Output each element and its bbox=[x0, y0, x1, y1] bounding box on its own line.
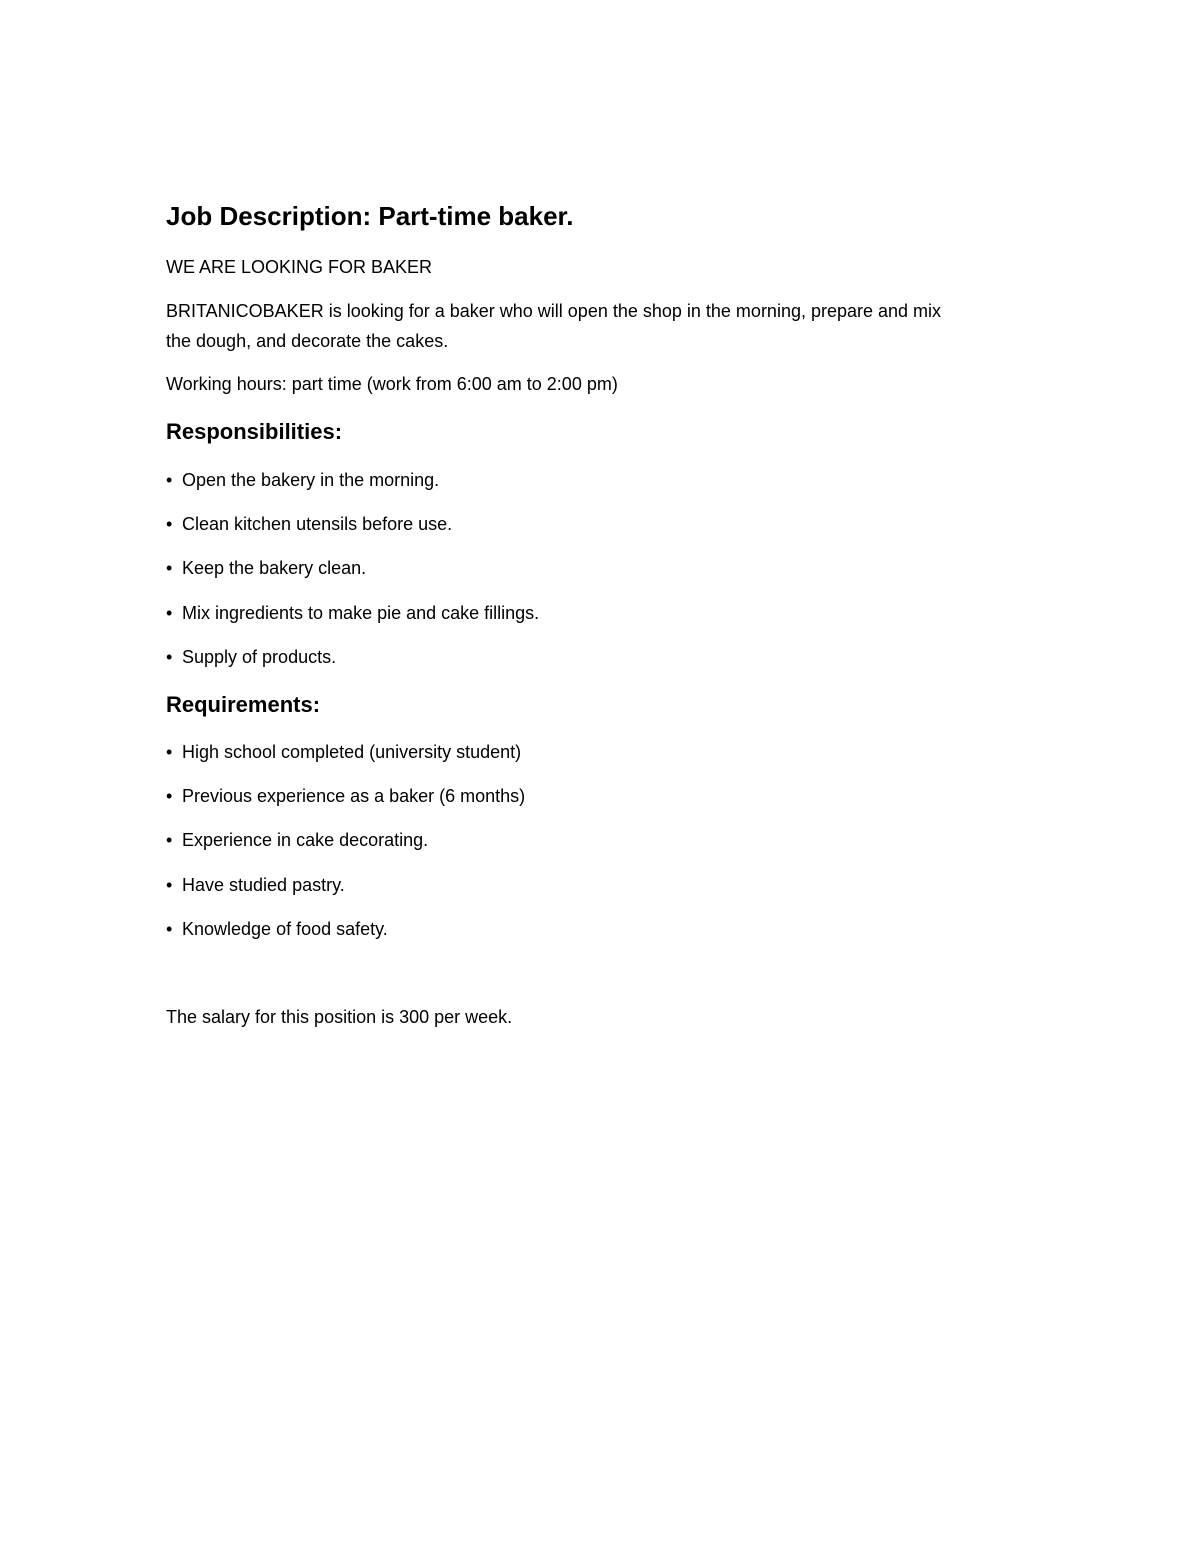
list-item bbox=[166, 465, 539, 509]
bullet-icon: • bbox=[166, 470, 173, 490]
list-item-text: Experience in cake decorating. bbox=[182, 830, 429, 851]
document-subtitle: WE ARE LOOKING FOR BAKER bbox=[166, 257, 433, 277]
list-item-text: Keep the bakery clean. bbox=[182, 558, 367, 579]
list-item-text: Mix ingredients to make pie and cake fillings. bbox=[182, 602, 540, 623]
document-page bbox=[166, 0, 1026, 1553]
list-item-text: Open the bakery in the morning. bbox=[182, 470, 440, 490]
list-item-text: Knowledge of food safety. bbox=[182, 918, 388, 939]
intro-line-2: the dough, and decorate the cakes. bbox=[166, 331, 449, 351]
bullet-icon: • bbox=[166, 646, 173, 667]
list-item bbox=[166, 781, 525, 825]
list-item-text: Clean kitchen utensils before use. bbox=[182, 514, 453, 535]
list-item bbox=[166, 642, 539, 686]
list-item-text: Supply of products. bbox=[182, 646, 337, 667]
bullet-icon: • bbox=[166, 558, 173, 579]
bullet-icon: • bbox=[166, 830, 173, 851]
salary-statement: The salary for this position is 300 per week. bbox=[166, 1007, 513, 1027]
list-item-text: High school completed (university student) bbox=[182, 742, 522, 762]
responsibilities-list bbox=[166, 465, 539, 686]
list-item bbox=[166, 825, 525, 869]
bullet-icon: • bbox=[166, 786, 173, 807]
list-item bbox=[166, 870, 525, 914]
requirements-heading: Requirements: bbox=[166, 692, 321, 717]
bullet-icon: • bbox=[166, 602, 173, 623]
bullet-icon: • bbox=[166, 918, 173, 939]
bullet-icon: • bbox=[166, 742, 173, 762]
list-item bbox=[166, 598, 539, 642]
list-item bbox=[166, 737, 525, 781]
list-item-text: Have studied pastry. bbox=[182, 874, 345, 895]
intro-line-1: BRITANICOBAKER is looking for a baker who will open the shop in the morning, prepare and mix bbox=[166, 301, 942, 321]
list-item bbox=[166, 553, 539, 597]
list-item-text: Previous experience as a baker (6 months) bbox=[182, 786, 526, 807]
working-hours: Working hours: part time (work from 6:00 am to 2:00 pm) bbox=[166, 374, 618, 394]
list-item bbox=[166, 914, 525, 958]
document-title: Job Description: Part-time baker. bbox=[166, 201, 574, 231]
requirements-list bbox=[166, 737, 525, 958]
bullet-icon: • bbox=[166, 514, 173, 535]
responsibilities-heading: Responsibilities: bbox=[166, 419, 343, 444]
bullet-icon: • bbox=[166, 874, 173, 895]
list-item bbox=[166, 509, 539, 553]
